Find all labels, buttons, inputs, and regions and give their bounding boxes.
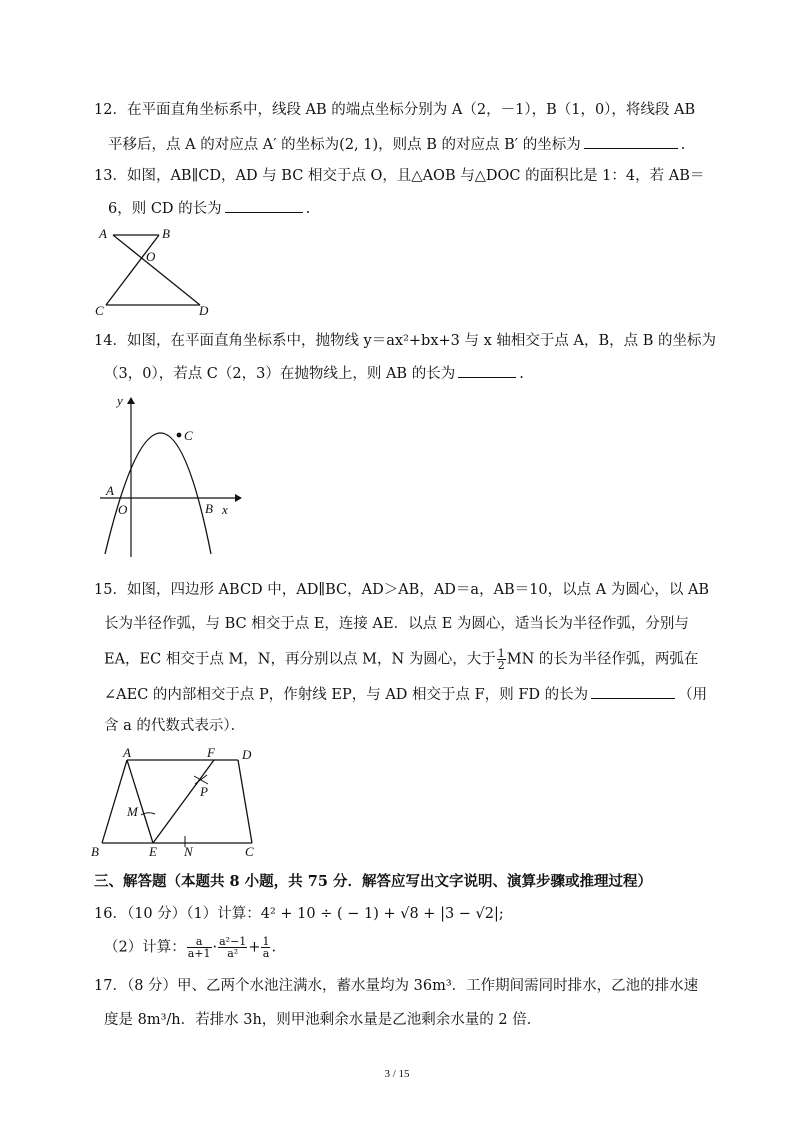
q13-figure — [95, 225, 225, 320]
q15-frac-den: 2 — [497, 659, 505, 672]
q14-label-o: O — [118, 502, 128, 517]
q15-line3b: MN 的长为半径作弧，两弧在 — [506, 651, 699, 668]
q15-label-m: M — [127, 804, 138, 819]
q15-line3 — [104, 648, 698, 671]
y-axis-arrow-icon — [127, 397, 135, 404]
q14-label-a: A — [106, 483, 114, 498]
q12-line2-text: 平移后，点 A 的对应点 A′ 的坐标为(2, 1)，则点 B 的对应点 B′ 的坐标为 — [108, 137, 581, 153]
q16-f3-den: a — [262, 947, 270, 960]
q15-line4-tail: （用 — [678, 687, 708, 703]
q15-label-a: A — [123, 745, 131, 760]
x-axis-arrow-icon — [235, 494, 242, 502]
q17-line1: 17．（8 分）甲、乙两个水池注满水，蓄水量均为 36m³．工作期间需同时排水，乙池的排水速 — [94, 978, 699, 994]
q16-frac-3 — [261, 936, 270, 959]
q15-figure — [90, 746, 270, 861]
q13-label-b: B — [162, 226, 170, 241]
q15-label-e: E — [149, 844, 157, 859]
q15-label-b: B — [91, 844, 99, 859]
q13-line2: 6，则 CD 的长为 . — [108, 198, 310, 219]
q12-line2: 平移后，点 A 的对应点 A′ 的坐标为(2, 1)，则点 B 的对应点 B′ 的坐标为 . — [108, 134, 685, 155]
q16-f3-num: 1 — [262, 935, 270, 948]
q13-line2-text: 6，则 CD 的长为 — [108, 201, 222, 217]
q13-label-a: A — [99, 226, 107, 241]
q15-line4 — [104, 684, 707, 705]
q15-label-d: D — [242, 747, 252, 762]
q15-half-fraction — [497, 648, 506, 671]
q16-frac-1 — [187, 936, 212, 959]
q14-label-b: B — [205, 501, 213, 516]
q15-line1: 15．如图，四边形 ABCD 中，AD∥BC，AD＞AB，AD＝a，AB＝10，以点 A 为圆心，以 AB — [94, 582, 710, 598]
q13-label-d: D — [199, 303, 209, 318]
page-number: 3 / 15 — [384, 1068, 410, 1080]
q13-label-c: C — [95, 303, 104, 318]
q15-label-n: N — [184, 844, 193, 859]
point-c-icon — [177, 433, 182, 438]
q15-line5: 含 a 的代数式表示）． — [104, 718, 246, 734]
q15-label-p: P — [200, 784, 208, 799]
q14-answer-blank — [458, 363, 516, 378]
q12-answer-blank — [584, 134, 678, 149]
q14-line1: 14．如图，在平面直角坐标系中，抛物线 y＝ax²+bx+3 与 x 轴相交于点 A，B，点 B 的坐标为 — [94, 333, 716, 349]
q14-label-y: y — [117, 393, 123, 408]
q16-dot: · — [212, 939, 218, 956]
q16-plus: + — [248, 939, 261, 956]
q17-line2: 度是 8m³/h．若排水 3h，则甲池剩余水量是乙池剩余水量的 2 倍． — [104, 1012, 542, 1028]
q14-line2-text: （3，0），若点 C（2，3）在抛物线上，则 AB 的长为 — [104, 366, 456, 382]
q13-answer-blank — [225, 198, 303, 213]
q15-frac-num: 1 — [497, 647, 505, 660]
q16-f2-num: a²−1 — [219, 935, 247, 948]
q16-f1-den: a+1 — [187, 947, 211, 960]
q14-line2: （3，0），若点 C（2，3）在抛物线上，则 AB 的长为 . — [104, 363, 524, 384]
section-3-heading: 三、解答题（本题共 8 小题，共 75 分．解答应写出文字说明、演算步骤或推理过程） — [94, 873, 652, 890]
q15-line3a: EA，EC 相交于点 M，N，再分别以点 M，N 为圆心，大于 — [104, 651, 496, 668]
q15-label-f: F — [207, 745, 215, 760]
q14-figure — [95, 392, 245, 562]
q16-line2 — [104, 936, 276, 959]
q16-line1: 16．（10 分）（1）计算：4² + 10 ÷ ( − 1) + √8 + |3 − √2|; — [94, 906, 504, 922]
q12-line1: 12．在平面直角坐标系中，线段 AB 的端点坐标分别为 A（2，－1），B（1，0），将线段 AB — [94, 102, 696, 118]
q15-answer-blank — [591, 684, 675, 699]
q14-label-c: C — [184, 428, 193, 443]
q15-line4-text: ∠AEC 的内部相交于点 P，作射线 EP，与 AD 相交于点 F，则 FD 的长为 — [104, 687, 589, 703]
q13-line1: 13．如图，AB∥CD，AD 与 BC 相交于点 O，且△AOB 与△DOC 的面积比是 1：4，若 AB＝ — [94, 168, 705, 184]
q16-f1-num: a — [187, 936, 212, 948]
q15-line2: 长为半径作弧，与 BC 相交于点 E，连接 AE．以点 E 为圆心，适当长为半径作弧，分别与 — [104, 616, 689, 632]
q13-label-o: O — [146, 249, 156, 264]
q16-end: . — [271, 939, 277, 956]
q16-part2-label: （2）计算： — [104, 939, 186, 956]
q16-frac-2 — [218, 936, 247, 959]
q16-f2-den: a² — [227, 947, 239, 960]
q15-label-c: C — [245, 844, 254, 859]
q14-label-x: x — [222, 502, 228, 517]
